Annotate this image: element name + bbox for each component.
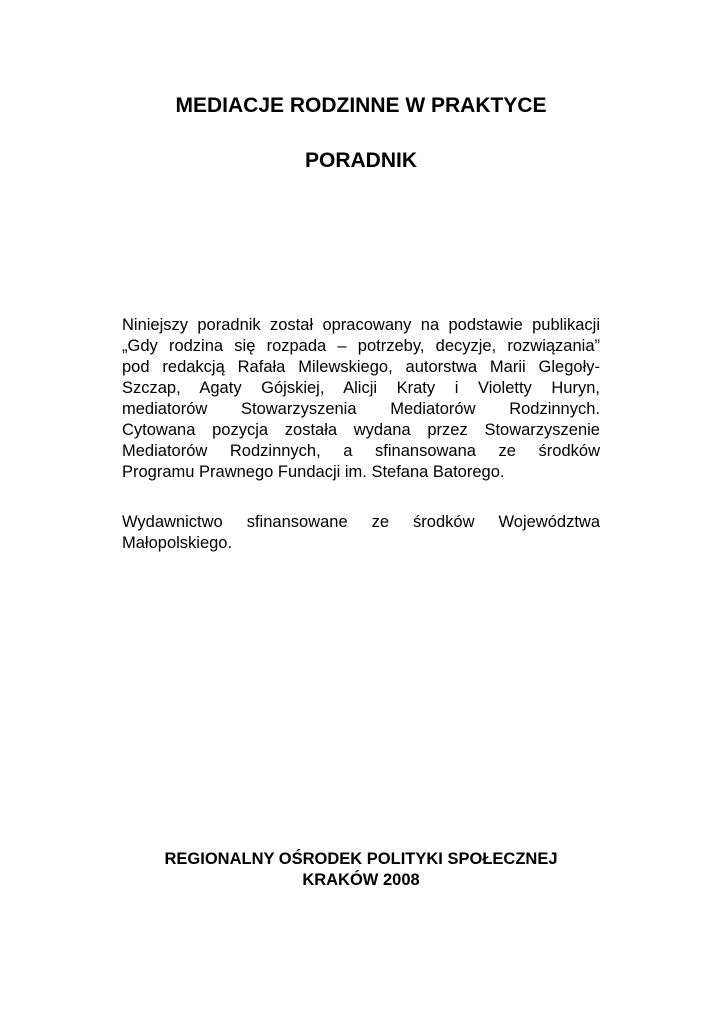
publisher-name: REGIONALNY OŚRODEK POLITYKI SPOŁECZNEJ: [164, 850, 558, 868]
paragraph-line: Małopolskiego.: [122, 534, 233, 552]
paragraph-line: „Gdy rodzina się rozpada – potrzeby, decyzje, rozwiązania”: [122, 337, 600, 355]
page-subtitle: PORADNIK: [304, 149, 417, 172]
place-and-year: KRAKÓW 2008: [302, 871, 420, 889]
intro-paragraph: [122, 315, 600, 483]
page-title: MEDIACJE RODZINNE W PRAKTYCE: [175, 94, 547, 117]
paragraph-line: Cytowana pozycja została wydana przez Stowarzyszenie: [122, 421, 600, 439]
paragraph-line: Szczap, Agaty Gójskiej, Alicji Kraty i Violetty Huryn,: [122, 379, 600, 397]
paragraph-line: Niniejszy poradnik został opracowany na podstawie publikacji: [122, 316, 600, 334]
paragraph-line: Wydawnictwo sfinansowane ze środków Województwa: [122, 513, 600, 531]
funding-paragraph: [122, 512, 600, 554]
paragraph-line: pod redakcją Rafała Milewskiego, autorstwa Marii Glegoły-: [122, 358, 600, 376]
paragraph-line: mediatorów Stowarzyszenia Mediatorów Rodzinnych.: [122, 400, 600, 418]
paragraph-line: Programu Prawnego Fundacji im. Stefana Batorego.: [122, 463, 505, 481]
paragraph-line: Mediatorów Rodzinnych, a sfinansowana ze środków: [122, 442, 600, 460]
